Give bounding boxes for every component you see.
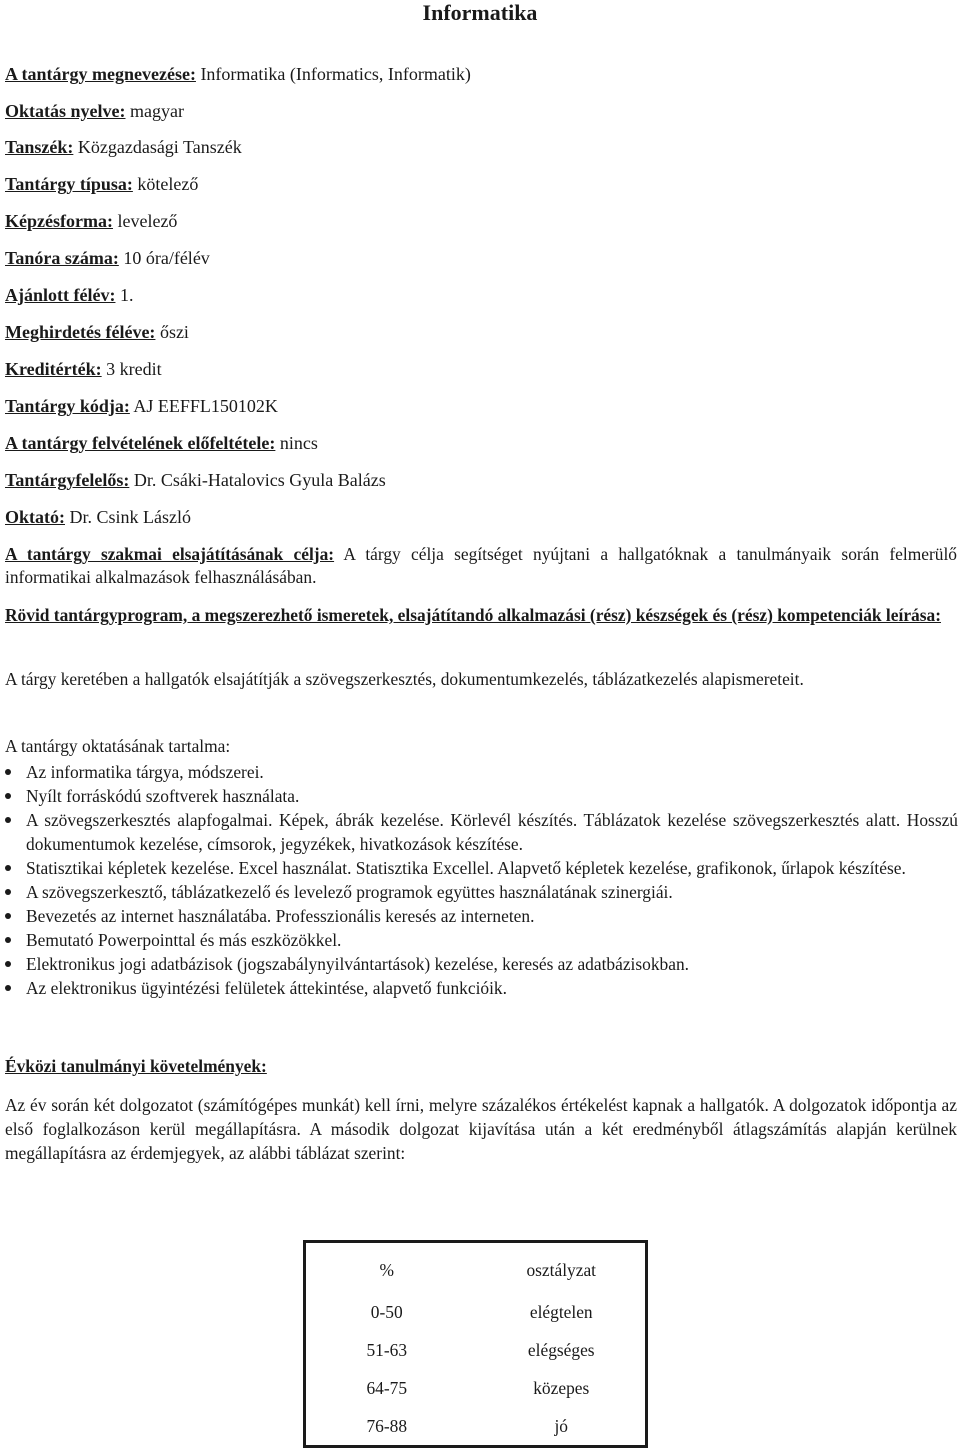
field-department <box>5 136 955 158</box>
field-label: A tantárgy megnevezése: <box>5 64 196 84</box>
table-cell: 51-63 <box>366 1339 408 1360</box>
table-row <box>305 1331 647 1369</box>
table-cell: közepes <box>533 1377 590 1398</box>
field-credits <box>5 358 955 380</box>
requirements-heading <box>5 1055 957 1078</box>
bullet-icon <box>5 961 11 967</box>
field-value: Közgazdasági Tanszék <box>77 137 242 157</box>
field-label: Meghirdetés féléve: <box>5 322 156 342</box>
table-header-row <box>305 1242 647 1294</box>
list-item <box>5 928 958 952</box>
field-value: magyar <box>130 101 184 121</box>
list-item-text: Az elektronikus ügyintézési felületek áttekintése, alapvető funkcióik. <box>26 978 507 998</box>
table-row <box>305 1293 647 1331</box>
list-item-text: Nyílt forráskódú szoftverek használata. <box>26 786 300 806</box>
list-item <box>5 808 958 856</box>
list-item-text: Az informatika tárgya, módszerei. <box>26 762 264 782</box>
list-item-text: Statisztikai képletek kezelése. Excel használat. Statisztika Excellel. Alapvető képletek kezelése, grafikonok, űrlapok készítése. <box>26 858 906 878</box>
field-language <box>5 100 955 122</box>
field-value: őszi <box>159 322 189 342</box>
list-item <box>5 880 958 904</box>
field-value: nincs <box>279 433 318 453</box>
goal-paragraph <box>5 543 957 589</box>
table-cell: elégséges <box>527 1339 595 1360</box>
field-value: kötelező <box>137 174 199 194</box>
list-item-text: A szövegszerkesztő, táblázatkezelő és levelező programok együttes használatának szinergiái. <box>26 882 673 902</box>
content-label: A tantárgy oktatásának tartalma: <box>5 736 231 756</box>
field-value: 1. <box>119 285 134 305</box>
field-label: Tanóra száma: <box>5 248 119 268</box>
field-announcement-semester <box>5 321 955 343</box>
document-title: Informatika <box>422 0 538 25</box>
bullet-icon <box>5 769 11 775</box>
bullet-icon <box>5 937 11 943</box>
requirements-text: Az év során két dolgozatot (számítógépes munkát) kell írni, melyre százalékos értékelést kapnak a hallgatók. A dolgozatok időpontja az első foglalkozáson kerül megállapításra. A második dolgozat kijavítása után a két eredményből átlagszámítás alapján kerülnek megállapításra az érdemjegyek, az alábbi táblázat szerint: <box>5 1095 957 1163</box>
field-label: Kreditérték: <box>5 359 102 379</box>
program-heading-text: Rövid tantárgyprogram, a megszerezhető ismeretek, elsajátítandó alkalmazási (rész) készségek és (rész) kompetenciák leírása: <box>5 605 941 625</box>
field-value: Informatika (Informatics, Informatik) <box>200 64 471 84</box>
list-item <box>5 952 958 976</box>
field-instructor <box>5 506 955 528</box>
bullet-icon <box>5 913 11 919</box>
field-recommended-semester <box>5 284 955 306</box>
list-item-text: Bemutató Powerpointtal és más eszközökkel. <box>26 930 342 950</box>
goal-text: A tárgy célja segítséget nyújtani a hallgatóknak a tanulmányaik során felmerülő informatikai alkalmazások felhasználásában. <box>5 544 957 587</box>
field-subject-name <box>5 63 955 85</box>
content-list <box>5 760 958 1000</box>
program-heading <box>5 604 957 627</box>
field-label: A tantárgy felvételének előfeltétele: <box>5 433 276 453</box>
field-label: Tantárgy típusa: <box>5 174 133 194</box>
requirements-heading-text: Évközi tanulmányi követelmények: <box>5 1056 267 1076</box>
field-subject-type <box>5 173 955 195</box>
field-value: 10 óra/félév <box>123 248 210 268</box>
field-value: Dr. Csink László <box>69 507 191 527</box>
table-cell: jó <box>554 1415 568 1436</box>
list-item <box>5 976 958 1000</box>
table-cell: 76-88 <box>366 1415 408 1436</box>
list-item <box>5 784 958 808</box>
field-label: Oktatás nyelve: <box>5 101 126 121</box>
field-label: Tanszék: <box>5 137 74 157</box>
field-value: Dr. Csáki-Hatalovics Gyula Balázs <box>133 470 386 490</box>
table-row <box>305 1369 647 1407</box>
field-prerequisite <box>5 432 955 454</box>
grade-table <box>303 1240 648 1448</box>
field-label: Oktató: <box>5 507 65 527</box>
table-cell: elégtelen <box>529 1301 593 1322</box>
table-cell: 0-50 <box>370 1301 403 1322</box>
field-value: levelező <box>117 211 178 231</box>
field-value: 3 kredit <box>106 359 162 379</box>
table-row <box>305 1407 647 1447</box>
field-responsible <box>5 469 955 491</box>
bullet-icon <box>5 793 11 799</box>
table-header-percent: % <box>379 1259 394 1280</box>
list-item <box>5 904 958 928</box>
goal-label: A tantárgy szakmai elsajátításának célja: <box>5 544 335 564</box>
list-item-text: A szövegszerkesztés alapfogalmai. Képek, ábrák kezelése. Körlevél készítés. Táblázatok kezelése szövegszerkesztés alatt. Hosszú dokumentumok kezelése, címsorok, jegyzékek, hivatkozások készítése. <box>26 810 958 854</box>
field-lesson-count <box>5 247 955 269</box>
field-subject-code <box>5 395 955 417</box>
bullet-icon <box>5 865 11 871</box>
field-label: Tantárgyfelelős: <box>5 470 130 490</box>
field-value: AJ EEFFL150102K <box>133 396 278 416</box>
bullet-icon <box>5 985 11 991</box>
field-training-form <box>5 210 955 232</box>
table-header-grade: osztályzat <box>526 1259 596 1280</box>
field-label: Tantárgy kódja: <box>5 396 130 416</box>
field-label: Ajánlott félév: <box>5 285 116 305</box>
bullet-icon <box>5 817 11 823</box>
field-label: Képzésforma: <box>5 211 113 231</box>
table-cell: 64-75 <box>366 1377 408 1398</box>
bullet-icon <box>5 889 11 895</box>
list-item <box>5 856 958 880</box>
list-item-text: Elektronikus jogi adatbázisok (jogszabálynyilvántartások) kezelése, keresés az adatbázisokban. <box>26 954 690 974</box>
list-item <box>5 760 958 784</box>
program-text: A tárgy keretében a hallgatók elsajátítják a szövegszerkesztés, dokumentumkezelés, táblázatkezelés alapismereteit. <box>5 669 804 689</box>
list-item-text: Bevezetés az internet használatába. Professzionális keresés az interneten. <box>26 906 535 926</box>
